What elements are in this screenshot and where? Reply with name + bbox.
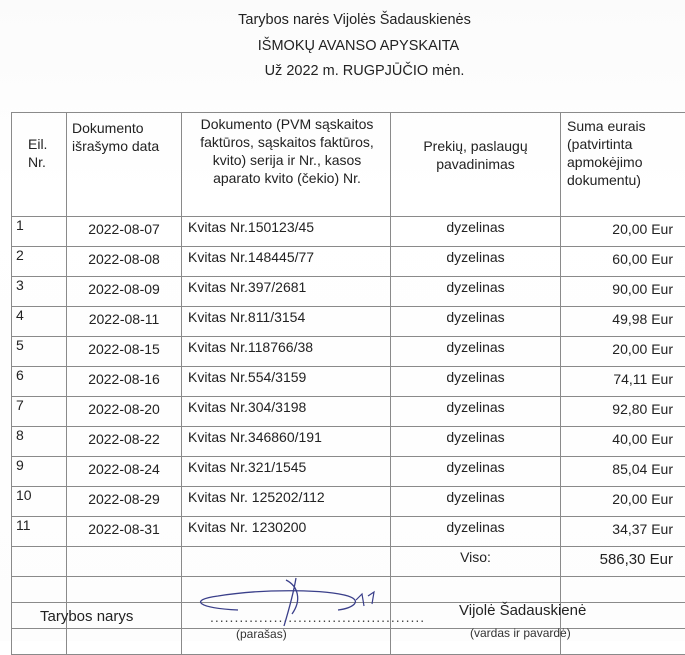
handwritten-signature	[178, 570, 408, 628]
member-name: Vijolė Šadauskienė	[459, 602, 586, 619]
total-label: Viso:	[391, 547, 561, 577]
row-goods: dyzelinas	[391, 457, 561, 487]
report-title: IŠMOKŲ AVANSO APYSKAITA	[16, 38, 685, 54]
row-sum: 40,00 Eur	[561, 427, 685, 457]
row-goods: dyzelinas	[391, 307, 561, 337]
row-nr: 10	[12, 487, 67, 517]
row-date: 2022-08-11	[67, 307, 182, 337]
row-date: 2022-08-20	[67, 397, 182, 427]
row-goods: dyzelinas	[391, 247, 561, 277]
header-goods: Prekių, paslaugų pavadinimas	[391, 113, 561, 217]
row-sum: 34,37 Eur	[561, 517, 685, 547]
row-document: Kvitas Nr.118766/38	[182, 337, 391, 367]
table-row	[12, 517, 685, 547]
row-document: Kvitas Nr.811/3154	[182, 307, 391, 337]
row-goods: dyzelinas	[391, 487, 561, 517]
table-row	[12, 367, 685, 397]
total-value: 586,30 Eur	[561, 547, 685, 577]
table-row	[12, 457, 685, 487]
row-sum: 85,04 Eur	[561, 457, 685, 487]
row-document: Kvitas Nr.304/3198	[182, 397, 391, 427]
member-label: Tarybos narys	[40, 608, 133, 625]
row-nr: 7	[12, 397, 67, 427]
table-row	[12, 217, 685, 247]
row-nr: 4	[12, 307, 67, 337]
row-goods: dyzelinas	[391, 427, 561, 457]
table-row	[12, 487, 685, 517]
table-header-row	[12, 113, 685, 217]
row-date: 2022-08-22	[67, 427, 182, 457]
row-date: 2022-08-29	[67, 487, 182, 517]
row-document: Kvitas Nr.321/1545	[182, 457, 391, 487]
row-date: 2022-08-07	[67, 217, 182, 247]
row-nr: 9	[12, 457, 67, 487]
row-nr: 2	[12, 247, 67, 277]
row-goods: dyzelinas	[391, 217, 561, 247]
report-period: Už 2022 m. RUGPJŪČIO mėn.	[22, 63, 685, 79]
row-sum: 74,11 Eur	[561, 367, 685, 397]
row-date: 2022-08-09	[67, 277, 182, 307]
header-sum: Suma eurais (patvirtinta apmokėjimo dokumentu)	[561, 113, 685, 217]
row-goods: dyzelinas	[391, 337, 561, 367]
row-sum: 60,00 Eur	[561, 247, 685, 277]
empty-row	[12, 629, 685, 655]
row-nr: 1	[12, 217, 67, 247]
row-document: Kvitas Nr. 125202/112	[182, 487, 391, 517]
row-date: 2022-08-31	[67, 517, 182, 547]
row-date: 2022-08-16	[67, 367, 182, 397]
row-date: 2022-08-24	[67, 457, 182, 487]
header-nr: Eil. Nr.	[12, 113, 67, 217]
name-caption: (vardas ir pavardė)	[470, 626, 571, 640]
table-row	[12, 277, 685, 307]
row-nr: 8	[12, 427, 67, 457]
row-sum: 20,00 Eur	[561, 217, 685, 247]
row-nr: 5	[12, 337, 67, 367]
row-goods: dyzelinas	[391, 517, 561, 547]
row-sum: 20,00 Eur	[561, 487, 685, 517]
row-nr: 3	[12, 277, 67, 307]
row-document: Kvitas Nr.397/2681	[182, 277, 391, 307]
table-row	[12, 247, 685, 277]
row-document: Kvitas Nr.148445/77	[182, 247, 391, 277]
row-document: Kvitas Nr.346860/191	[182, 427, 391, 457]
row-document: Kvitas Nr.554/3159	[182, 367, 391, 397]
signature-line: ............................................	[210, 609, 425, 625]
row-goods: dyzelinas	[391, 277, 561, 307]
row-goods: dyzelinas	[391, 367, 561, 397]
row-sum: 90,00 Eur	[561, 277, 685, 307]
table-row	[12, 397, 685, 427]
table-row	[12, 307, 685, 337]
row-document: Kvitas Nr.150123/45	[182, 217, 391, 247]
report-owner: Tarybos narės Vijolės Šadauskienės	[12, 12, 685, 28]
row-date: 2022-08-08	[67, 247, 182, 277]
row-goods: dyzelinas	[391, 397, 561, 427]
header-document: Dokumento (PVM sąskaitos faktūros, sąskaitos faktūros, kvito) serija ir Nr., kasos aparato kvito (čekio) Nr.	[182, 113, 391, 217]
table-row	[12, 427, 685, 457]
table-row	[12, 337, 685, 367]
header-date: Dokumento išrašymo data	[67, 113, 182, 217]
row-sum: 20,00 Eur	[561, 337, 685, 367]
row-date: 2022-08-15	[67, 337, 182, 367]
signature-caption: (parašas)	[236, 627, 287, 641]
row-nr: 6	[12, 367, 67, 397]
row-nr: 11	[12, 517, 67, 547]
row-sum: 92,80 Eur	[561, 397, 685, 427]
row-sum: 49,98 Eur	[561, 307, 685, 337]
row-document: Kvitas Nr. 1230200	[182, 517, 391, 547]
